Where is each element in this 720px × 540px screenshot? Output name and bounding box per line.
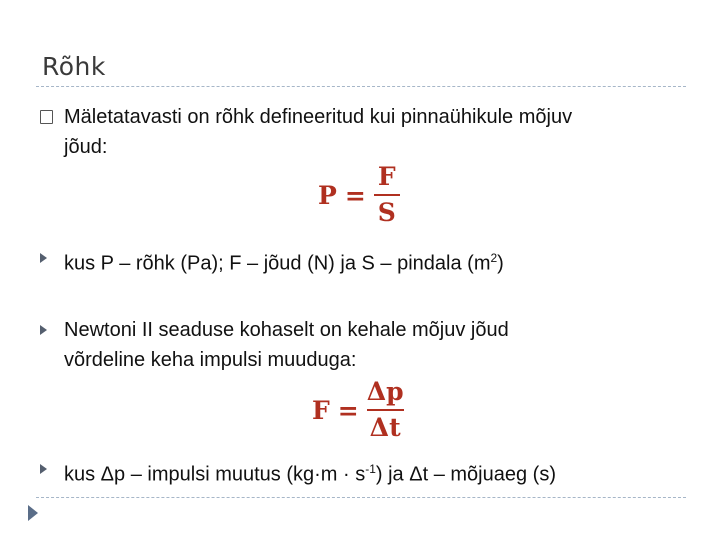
top-divider: [36, 86, 686, 87]
bullet-3-line-1: Newtoni II seaduse kohaselt on kehale mõjuv jõud: [64, 319, 509, 341]
formula-2-equals: =: [337, 395, 359, 425]
bullet-1-line-2: jõud:: [64, 136, 108, 158]
bottom-divider: [36, 497, 686, 498]
triangle-bullet-icon: [40, 325, 47, 335]
triangle-bullet-icon: [40, 464, 47, 474]
bullet-4-superscript: -1: [365, 462, 376, 476]
bullet-text-2: [64, 243, 504, 279]
formula-1-lhs: P: [318, 180, 337, 210]
bullet-text-4: [64, 454, 556, 490]
bullet-2-tail: ): [497, 252, 504, 275]
formula-2-numerator: Δp: [366, 377, 404, 406]
formula-1-fraction: [374, 163, 400, 227]
bullet-2-text: kus P – rõhk (Pa); F – jõud (N) ja S – pindala (m: [64, 252, 491, 275]
formula-2-fraction: [367, 378, 404, 442]
pressure-formula: [318, 163, 400, 227]
slide-title: Rõhk: [42, 52, 106, 81]
bullet-2-superscript: 2: [490, 251, 498, 265]
next-slide-arrow-icon[interactable]: [28, 505, 38, 521]
formula-1-fraction-bar: [374, 194, 400, 196]
bullet-text-3: [64, 315, 509, 375]
bullet-1-line-1: Mäletatavasti on rõhk defineeritud kui pinnaühikule mõjuv: [64, 106, 573, 128]
formula-1-denominator: S: [377, 198, 396, 227]
formula-2-lhs: F: [312, 395, 330, 425]
formula-2-fraction-bar: [367, 409, 404, 411]
bullet-4-text: kus Δp – impulsi muutus (kg·m · s: [64, 463, 366, 486]
checkbox-bullet-icon: [40, 110, 53, 124]
formula-1-numerator: F: [377, 162, 396, 191]
bullet-text-1: [64, 102, 572, 162]
force-formula: [312, 378, 404, 442]
bullet-3-line-2: võrdeline keha impulsi muuduga:: [64, 349, 357, 371]
formula-1-equals: =: [344, 180, 366, 210]
formula-2-denominator: Δt: [369, 413, 401, 442]
triangle-bullet-icon: [40, 253, 47, 263]
bullet-4-tail: ) ja Δt – mõjuaeg (s): [375, 463, 556, 486]
